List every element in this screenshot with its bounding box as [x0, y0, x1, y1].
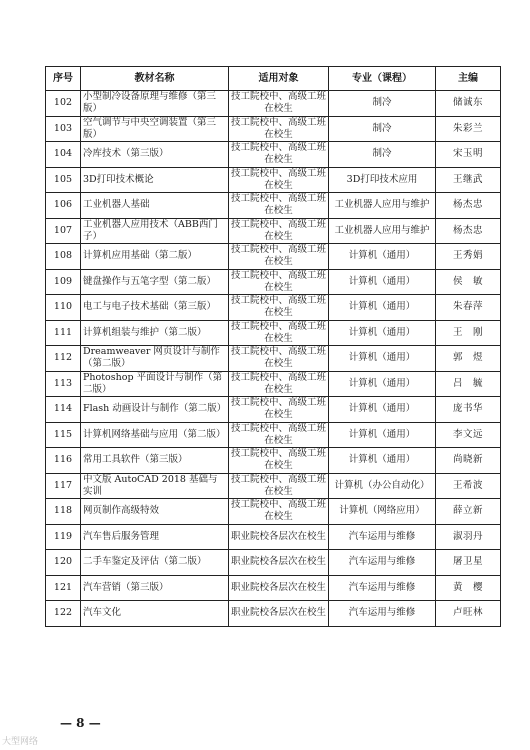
cell-editor: 储诚东: [436, 91, 501, 117]
cell-editor: 杨杰忠: [436, 218, 501, 244]
cell-name: 小型制冷设备原理与维修（第三版）: [81, 91, 229, 117]
table-row: [46, 193, 501, 219]
cell-no: 114: [46, 397, 81, 423]
cell-target: 技工院校中、高级工班在校生: [229, 499, 329, 525]
cell-editor: 杨杰忠: [436, 193, 501, 219]
cell-name: 计算机组装与维护（第二版）: [81, 320, 229, 346]
cell-target: 技工院校中、高级工班在校生: [229, 116, 329, 142]
table-row: [46, 269, 501, 295]
cell-no: 121: [46, 575, 81, 601]
cell-editor: 宋玉明: [436, 142, 501, 168]
cell-major: 工业机器人应用与维护: [329, 193, 436, 219]
cell-no: 103: [46, 116, 81, 142]
cell-no: 116: [46, 448, 81, 474]
cell-editor: 薛立新: [436, 499, 501, 525]
table-body: [46, 91, 501, 627]
cell-major: 汽车运用与维修: [329, 524, 436, 550]
cell-major: 计算机（通用）: [329, 244, 436, 270]
cell-editor: 王秀娟: [436, 244, 501, 270]
cell-name: 汽车文化: [81, 601, 229, 627]
table-row: [46, 524, 501, 550]
cell-major: 工业机器人应用与维护: [329, 218, 436, 244]
cell-editor: 吕 毓: [436, 371, 501, 397]
cell-no: 106: [46, 193, 81, 219]
table-row: [46, 244, 501, 270]
cell-no: 111: [46, 320, 81, 346]
cell-name: Flash 动画设计与制作（第二版）: [81, 397, 229, 423]
cell-editor: 王 刚: [436, 320, 501, 346]
cell-major: 计算机（通用）: [329, 295, 436, 321]
cell-no: 120: [46, 550, 81, 576]
table-row: [46, 473, 501, 499]
cell-no: 109: [46, 269, 81, 295]
cell-no: 115: [46, 422, 81, 448]
cell-no: 102: [46, 91, 81, 117]
cell-major: 3D打印技术应用: [329, 167, 436, 193]
cell-name: 常用工具软件（第三版）: [81, 448, 229, 474]
cell-editor: 卢旺林: [436, 601, 501, 627]
cell-editor: 屠卫星: [436, 550, 501, 576]
cell-editor: 朱春萍: [436, 295, 501, 321]
cell-name: 工业机器人应用技术（ABB西门子）: [81, 218, 229, 244]
table-row: [46, 218, 501, 244]
page-number: — 8 —: [60, 716, 101, 730]
cell-editor: 淑羽丹: [436, 524, 501, 550]
table-row: [46, 397, 501, 423]
textbook-table: [45, 66, 501, 627]
header-name: 教材名称: [81, 67, 229, 91]
cell-major: 计算机（网络应用）: [329, 499, 436, 525]
table-row: [46, 320, 501, 346]
cell-target: 技工院校中、高级工班在校生: [229, 371, 329, 397]
cell-target: 职业院校各层次在校生: [229, 550, 329, 576]
cell-target: 职业院校各层次在校生: [229, 524, 329, 550]
cell-name: 电工与电子技术基础（第三版）: [81, 295, 229, 321]
cell-name: 冷库技术（第三版）: [81, 142, 229, 168]
cell-major: 计算机（办公自动化）: [329, 473, 436, 499]
cell-major: 汽车运用与维修: [329, 550, 436, 576]
cell-major: 计算机（通用）: [329, 397, 436, 423]
cell-target: 技工院校中、高级工班在校生: [229, 142, 329, 168]
table-row: [46, 601, 501, 627]
cell-no: 118: [46, 499, 81, 525]
cell-target: 技工院校中、高级工班在校生: [229, 397, 329, 423]
cell-target: 职业院校各层次在校生: [229, 601, 329, 627]
cell-editor: 李文远: [436, 422, 501, 448]
cell-editor: 庞书华: [436, 397, 501, 423]
cell-target: 技工院校中、高级工班在校生: [229, 320, 329, 346]
cell-target: 技工院校中、高级工班在校生: [229, 91, 329, 117]
table-row: [46, 371, 501, 397]
cell-major: 计算机（通用）: [329, 371, 436, 397]
cell-major: 制冷: [329, 142, 436, 168]
cell-name: Dreamweaver 网页设计与制作（第二版）: [81, 346, 229, 372]
table-header-row: [46, 67, 501, 91]
cell-name: 计算机网络基础与应用（第二版）: [81, 422, 229, 448]
table-row: [46, 499, 501, 525]
cell-no: 122: [46, 601, 81, 627]
cell-no: 110: [46, 295, 81, 321]
cell-no: 119: [46, 524, 81, 550]
cell-major: 计算机（通用）: [329, 320, 436, 346]
table-row: [46, 448, 501, 474]
table-row: [46, 295, 501, 321]
cell-name: 汽车售后服务管理: [81, 524, 229, 550]
cell-editor: 王继武: [436, 167, 501, 193]
cell-target: 技工院校中、高级工班在校生: [229, 218, 329, 244]
cell-target: 技工院校中、高级工班在校生: [229, 448, 329, 474]
cell-editor: 朱彩兰: [436, 116, 501, 142]
cell-no: 105: [46, 167, 81, 193]
table-row: [46, 550, 501, 576]
cell-major: 计算机（通用）: [329, 346, 436, 372]
cell-name: 二手车鉴定及评估（第二版）: [81, 550, 229, 576]
cell-name: 汽车营销（第三版）: [81, 575, 229, 601]
cell-no: 108: [46, 244, 81, 270]
cell-target: 职业院校各层次在校生: [229, 575, 329, 601]
watermark: 大型网络: [2, 737, 39, 747]
cell-major: 制冷: [329, 116, 436, 142]
table-row: [46, 346, 501, 372]
cell-name: 计算机应用基础（第二版）: [81, 244, 229, 270]
cell-name: 网页制作高级特效: [81, 499, 229, 525]
cell-target: 技工院校中、高级工班在校生: [229, 346, 329, 372]
cell-major: 制冷: [329, 91, 436, 117]
cell-no: 112: [46, 346, 81, 372]
cell-editor: 黄 樱: [436, 575, 501, 601]
cell-major: 计算机（通用）: [329, 448, 436, 474]
cell-major: 汽车运用与维修: [329, 575, 436, 601]
cell-editor: 王希波: [436, 473, 501, 499]
table-row: [46, 142, 501, 168]
header-major: 专业（课程）: [329, 67, 436, 91]
cell-name: 中文版 AutoCAD 2018 基础与实训: [81, 473, 229, 499]
cell-target: 技工院校中、高级工班在校生: [229, 422, 329, 448]
cell-no: 117: [46, 473, 81, 499]
cell-target: 技工院校中、高级工班在校生: [229, 244, 329, 270]
cell-editor: 侯 敏: [436, 269, 501, 295]
cell-name: 空气调节与中央空调装置（第三版）: [81, 116, 229, 142]
cell-target: 技工院校中、高级工班在校生: [229, 473, 329, 499]
cell-name: 工业机器人基础: [81, 193, 229, 219]
cell-major: 汽车运用与维修: [329, 601, 436, 627]
table-row: [46, 116, 501, 142]
cell-no: 104: [46, 142, 81, 168]
cell-name: Photoshop 平面设计与制作（第二版）: [81, 371, 229, 397]
table-row: [46, 167, 501, 193]
header-editor: 主编: [436, 67, 501, 91]
table-row: [46, 422, 501, 448]
cell-no: 113: [46, 371, 81, 397]
header-no: 序号: [46, 67, 81, 91]
table-row: [46, 575, 501, 601]
cell-name: 3D打印技术概论: [81, 167, 229, 193]
header-target: 适用对象: [229, 67, 329, 91]
cell-major: 计算机（通用）: [329, 269, 436, 295]
cell-target: 技工院校中、高级工班在校生: [229, 295, 329, 321]
cell-major: 计算机（通用）: [329, 422, 436, 448]
cell-target: 技工院校中、高级工班在校生: [229, 193, 329, 219]
cell-name: 键盘操作与五笔字型（第二版）: [81, 269, 229, 295]
cell-editor: 尚晓新: [436, 448, 501, 474]
cell-target: 技工院校中、高级工班在校生: [229, 269, 329, 295]
cell-editor: 郭 煜: [436, 346, 501, 372]
cell-no: 107: [46, 218, 81, 244]
table-row: [46, 91, 501, 117]
cell-target: 技工院校中、高级工班在校生: [229, 167, 329, 193]
